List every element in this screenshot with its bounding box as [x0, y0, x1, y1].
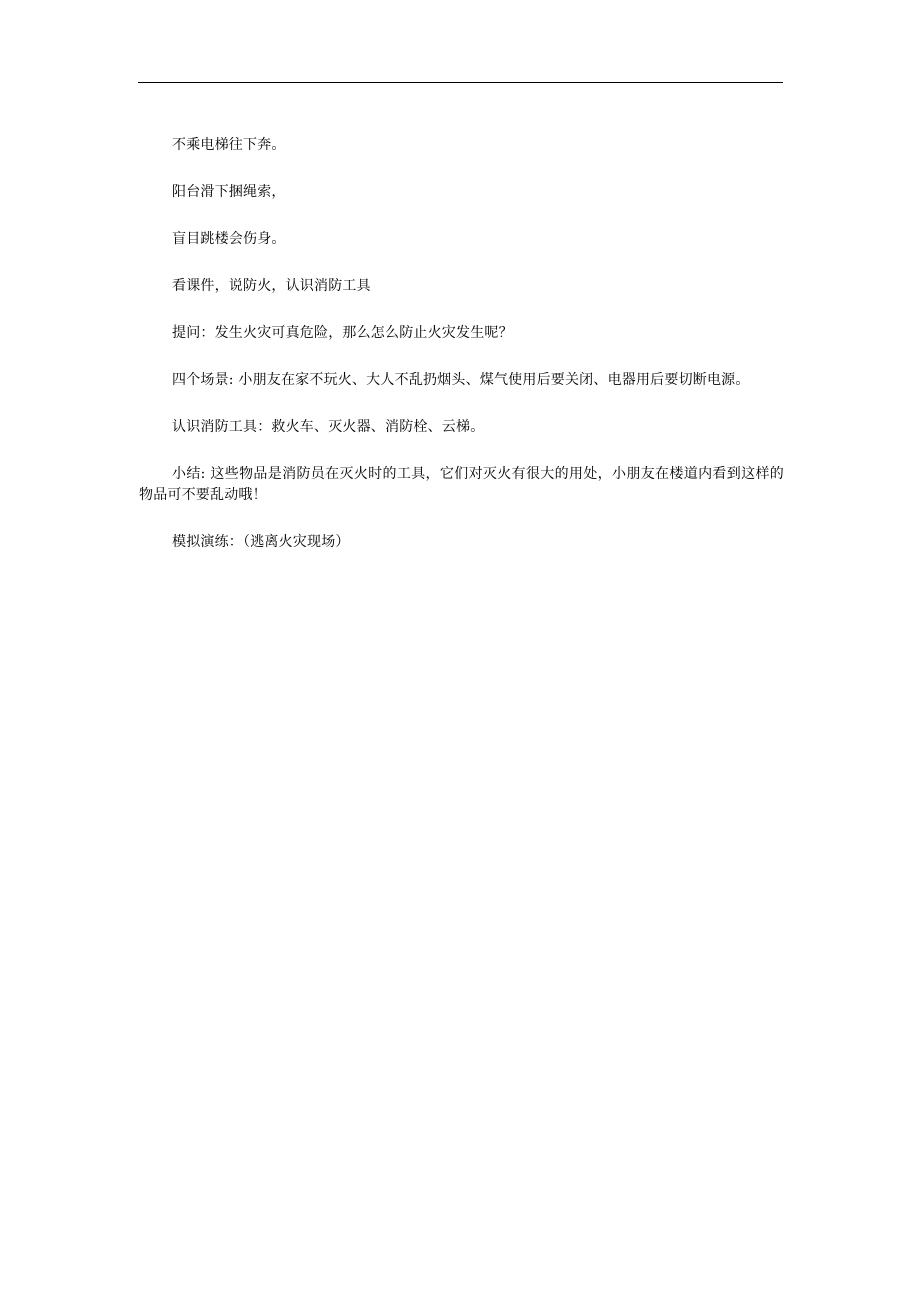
- paragraph-5: 提问：发生火灾可真危险，那么怎么防止火灾发生呢？: [172, 325, 513, 341]
- header-rule: [138, 82, 783, 83]
- paragraph-8: 小结: 这些物品是消防员在灭火时的工具，它们对灭火有很大的用处，小朋友在楼道内看到这样的物品可不要乱动哦！: [139, 466, 784, 503]
- paragraph-4: 看课件，说防火，认识消防工具: [172, 278, 371, 294]
- paragraph-2: 阳台滑下捆绳索，: [172, 184, 286, 200]
- document-body: [139, 135, 784, 553]
- paragraph-7: 认识消防工具：救火车、灭火器、消防栓、云梯。: [172, 419, 485, 435]
- paragraph-6: 四个场景: 小朋友在家不玩火、大人不乱扔烟头、煤气使用后要关闭、电器用后要切断电源。: [172, 372, 750, 388]
- paragraph-1: 不乘电梯往下奔。: [172, 137, 286, 153]
- paragraph-3: 盲目跳楼会伤身。: [172, 231, 286, 247]
- paragraph-9: 模拟演练：（逃离火灾现场）: [172, 534, 350, 550]
